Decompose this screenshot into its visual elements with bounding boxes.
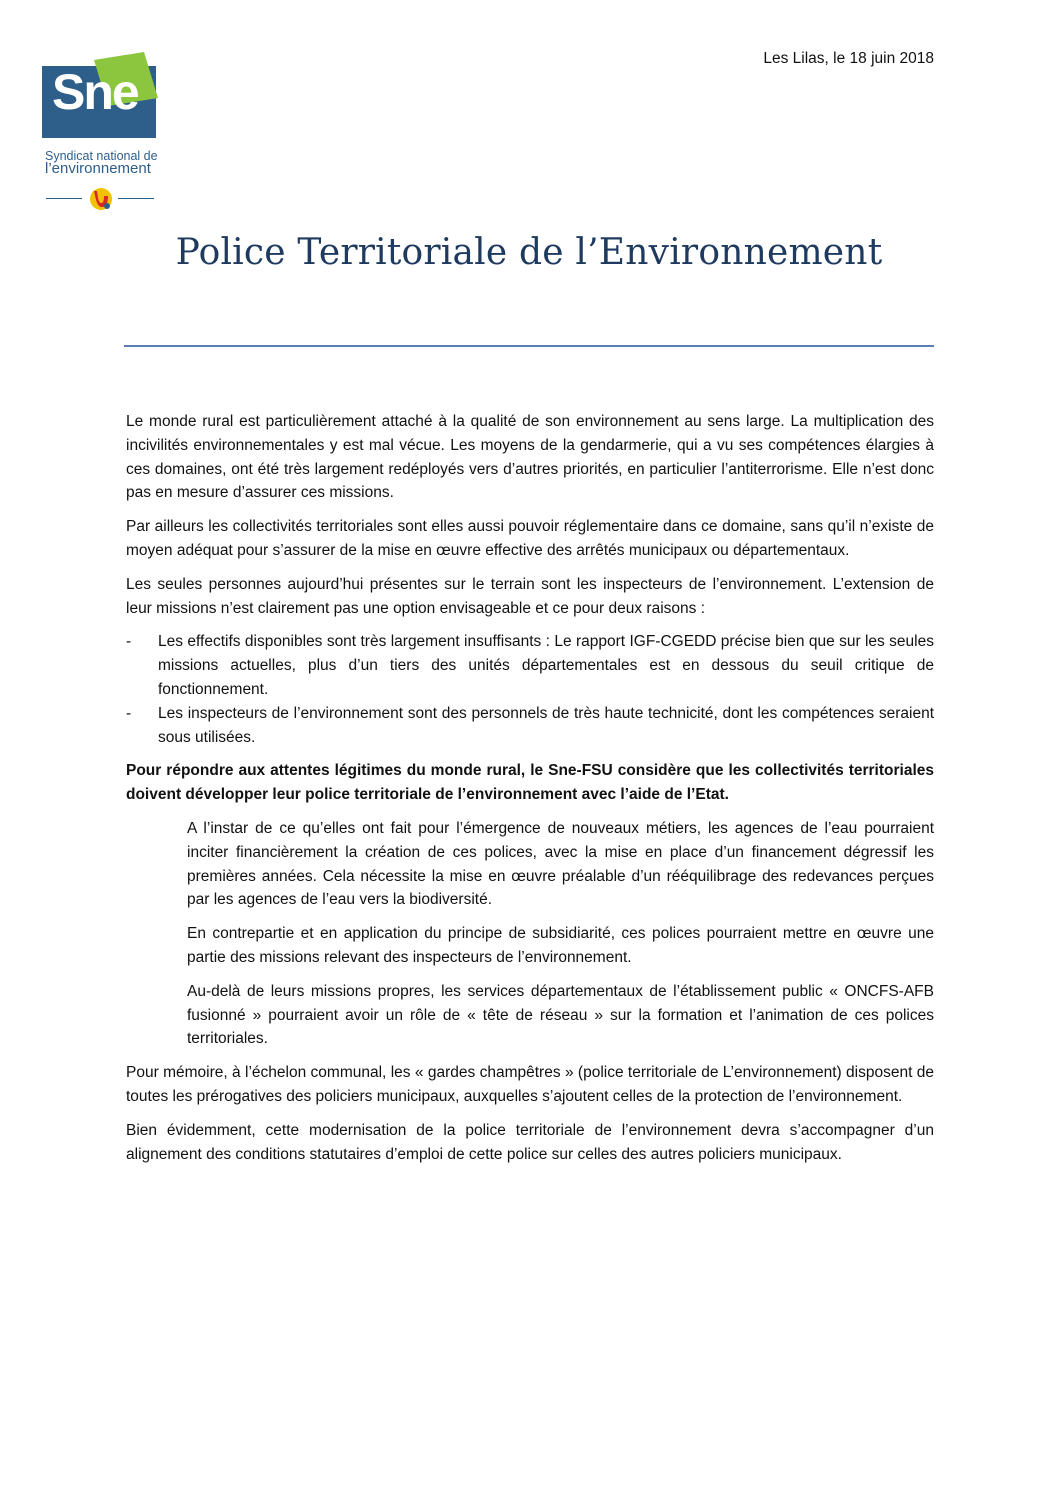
logo-divider-right <box>118 198 154 199</box>
bullet-marker: - <box>126 633 132 651</box>
document-body <box>126 410 934 1176</box>
list-item-text: Les effectifs disponibles sont très largement insuffisants : Le rapport IGF-CGEDD précise bien que sur les seules missions actuelles, plus d’un tiers des unités départementales est en dessous du seuil critique de fonctionnement. <box>158 633 934 698</box>
bullet-marker: - <box>126 704 132 722</box>
reasons-list <box>126 630 934 749</box>
paragraph-context: Le monde rural est particulièrement attaché à la qualité de son environnement au sens large. La multiplication des incivilités environnementales y est mal vécue. Les moyens de la gendarmerie, qui a vu ses compétences élargies à ces domaines, ont été très largement redéployés vers d’autres priorités, en particulier l’antiterrorisme. Elle n’est donc pas en mesure d’assurer ces missions. <box>126 413 934 502</box>
paragraph-gardes-champetres: Pour mémoire, à l’échelon communal, les « gardes champêtres » (police territoriale de L’environnement) disposent de toutes les prérogatives des policiers municipaux, auxquelles s’ajoutent celles de la protection de l’environnement. <box>126 1064 934 1105</box>
organization-logo <box>42 52 160 212</box>
list-item-text: Les inspecteurs de l’environnement sont des personnels de très haute technicité, dont les compétences seraient sous utilisées. <box>158 704 934 746</box>
list-item <box>126 702 934 750</box>
logo-mark-text: Sne <box>52 64 138 120</box>
paragraph-oncfs-afb: Au-delà de leurs missions propres, les services départementaux de l’établissement public « ONCFS-AFB fusionné » pourraient avoir un rôle de « tête de réseau » sur la formation et l’animation de ces polices territoriales. <box>187 982 934 1048</box>
paragraph-subsidiarite: En contrepartie et en application du principe de subsidiarité, ces polices pourraient mettre en œuvre une partie des missions relevant des inspecteurs de l’environnement. <box>187 925 934 966</box>
logo-caption-line2: l’environnement <box>45 160 151 177</box>
logo-divider-left <box>46 198 82 199</box>
paragraph-agences-eau: A l’instar de ce qu’elles ont fait pour l’émergence de nouveaux métiers, les agences de l’eau pourraient inciter financièrement la création de ces polices, avec la mise en place d’un financement dégressif les premières années. Cela nécessite la mise en œuvre préalable d’un rééquilibrage des redevances perçues par les agences de l’eau vers la biodiversité. <box>187 819 934 909</box>
logo-caption-line1: Syndicat national de <box>45 149 158 163</box>
list-item <box>126 630 934 701</box>
title-underline <box>124 345 934 347</box>
paragraph-collectivites: Par ailleurs les collectivités territoriales sont elles aussi pouvoir réglementaire dans ce domaine, sans qu’il n’existe de moyen adéquat pour s’assurer de la mise en œuvre effective des arrêtés municipaux ou départementaux. <box>126 518 934 559</box>
document-title: Police Territoriale de l’Environnement <box>175 232 883 273</box>
paragraph-conclusion: Bien évidemment, cette modernisation de la police territoriale de l’environnement devra s’accompagner d’un alignement des conditions statutaires d’emploi de cette police sur celles des autres policiers municipaux. <box>126 1121 934 1163</box>
paragraph-position-statement: Pour répondre aux attentes légitimes du monde rural, le Sne-FSU considère que les collectivités territoriales doivent développer leur police territoriale de l’environnement avec l’aide de l’Etat. <box>126 762 934 804</box>
fsu-badge-icon <box>88 186 114 212</box>
document-date: Les Lilas, le 18 juin 2018 <box>763 50 934 67</box>
paragraph-inspecteurs: Les seules personnes aujourd’hui présentes sur le terrain sont les inspecteurs de l’environnement. L’extension de leur missions n’est clairement pas une option envisageable et ce pour deux raisons : <box>126 575 934 617</box>
